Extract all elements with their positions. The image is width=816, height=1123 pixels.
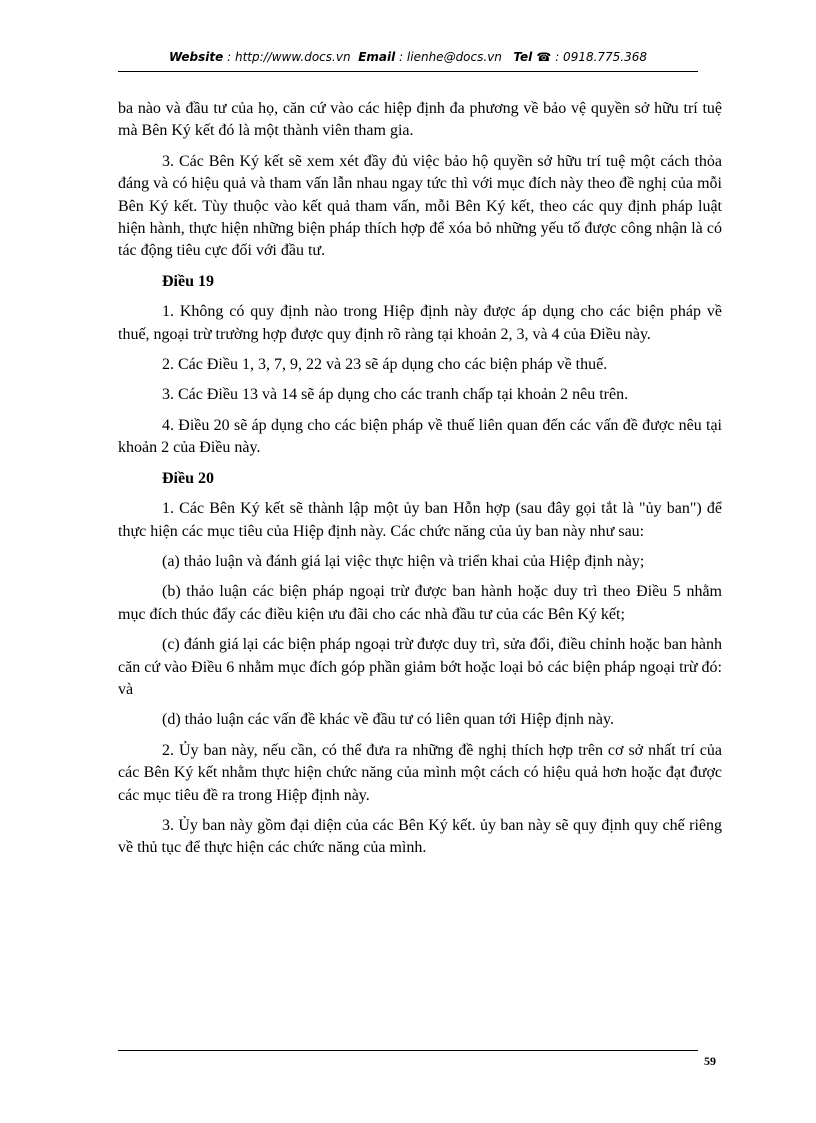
footer-divider <box>118 1050 698 1051</box>
paragraph: 4. Điều 20 sẽ áp dụng cho các biện pháp về thuế liên quan đến các vấn đề được nêu tại khoản 2 của Điều này. <box>118 416 722 457</box>
document-body <box>118 98 722 868</box>
paragraph: ba nào và đầu tư của họ, căn cứ vào các hiệp định đa phương về bảo vệ quyền sở hữu trí tuệ mà Bên Ký kết đó là một thành viên tham gia. <box>118 100 722 140</box>
page-header <box>118 50 698 64</box>
header-divider <box>118 71 698 72</box>
page-number: 59 <box>704 1054 716 1068</box>
tel-number: : 0918.775.368 <box>555 50 648 64</box>
list-item: (c) đánh giá lại các biện pháp ngoại trừ được duy trì, sửa đổi, điều chỉnh hoặc ban hành căn cứ vào Điều 6 nhằm mục đích góp phần giảm bớt hoặc loại bỏ các biện pháp ngoại trừ đó: và <box>118 636 722 698</box>
paragraph: 2. Ủy ban này, nếu cần, có thể đưa ra những đề nghị thích hợp trên cơ sở nhất trí của các Bên Ký kết nhằm thực hiện chức năng của mình một cách có hiệu quả hơn hoặc đạt được các mục tiêu đề ra trong Hiệp định này. <box>118 741 722 804</box>
list-item: (b) thảo luận các biện pháp ngoại trừ được ban hành hoặc duy trì theo Điều 5 nhằm mục đích thúc đẩy các điều kiện ưu đãi cho các nhà đầu tư của các Bên Ký kết; <box>118 583 722 623</box>
email-link[interactable]: : lienhe@docs.vn <box>399 50 502 64</box>
paragraph: 1. Không có quy định nào trong Hiệp định này được áp dụng cho các biện pháp về thuế, ngoại trừ trường hợp được quy định rõ ràng tại khoản 2, 3, và 4 của Điều này. <box>118 303 722 343</box>
list-item: (a) thảo luận và đánh giá lại việc thực hiện và triển khai của Hiệp định này; <box>162 552 645 570</box>
paragraph: 1. Các Bên Ký kết sẽ thành lập một ủy ban Hỗn hợp (sau đây gọi tắt là "ủy ban") để thực hiện các mục tiêu của Hiệp định này. Các chức năng của ủy ban này như sau: <box>118 500 722 540</box>
paragraph: 3. Ủy ban này gồm đại diện của các Bên Ký kết. ủy ban này sẽ quy định quy chế riêng về thủ tục để thực hiện các chức năng của mình. <box>118 816 722 857</box>
paragraph: 2. Các Điều 1, 3, 7, 9, 22 và 23 sẽ áp dụng cho các biện pháp về thuế. <box>162 356 608 374</box>
article-heading-20: Điều 20 <box>162 469 214 487</box>
website-link[interactable]: : http://www.docs.vn <box>227 50 351 64</box>
paragraph: 3. Các Điều 13 và 14 sẽ áp dụng cho các tranh chấp tại khoản 2 nêu trên. <box>162 386 629 404</box>
email-label: Email <box>358 50 396 64</box>
paragraph: 3. Các Bên Ký kết sẽ xem xét đầy đủ việc bảo hộ quyền sở hữu trí tuệ một cách thỏa đáng và có hiệu quả và tham vấn lẫn nhau ngay tức thì với mục đích này theo đề nghị của mỗi Bên Ký kết. Tùy thuộc vào kết quả tham vấn, mỗi Bên Ký kết, theo các quy định pháp luật hiện hành, thực hiện những biện pháp thích hợp để xóa bỏ những yếu tố được công nhận là có tác động tiêu cực đối với đầu tư. <box>118 152 722 260</box>
tel-label: Tel ☎ <box>513 50 552 64</box>
article-heading-19: Điều 19 <box>162 272 214 290</box>
website-label: Website <box>168 50 224 64</box>
list-item: (d) thảo luận các vấn đề khác về đầu tư có liên quan tới Hiệp định này. <box>162 711 614 729</box>
